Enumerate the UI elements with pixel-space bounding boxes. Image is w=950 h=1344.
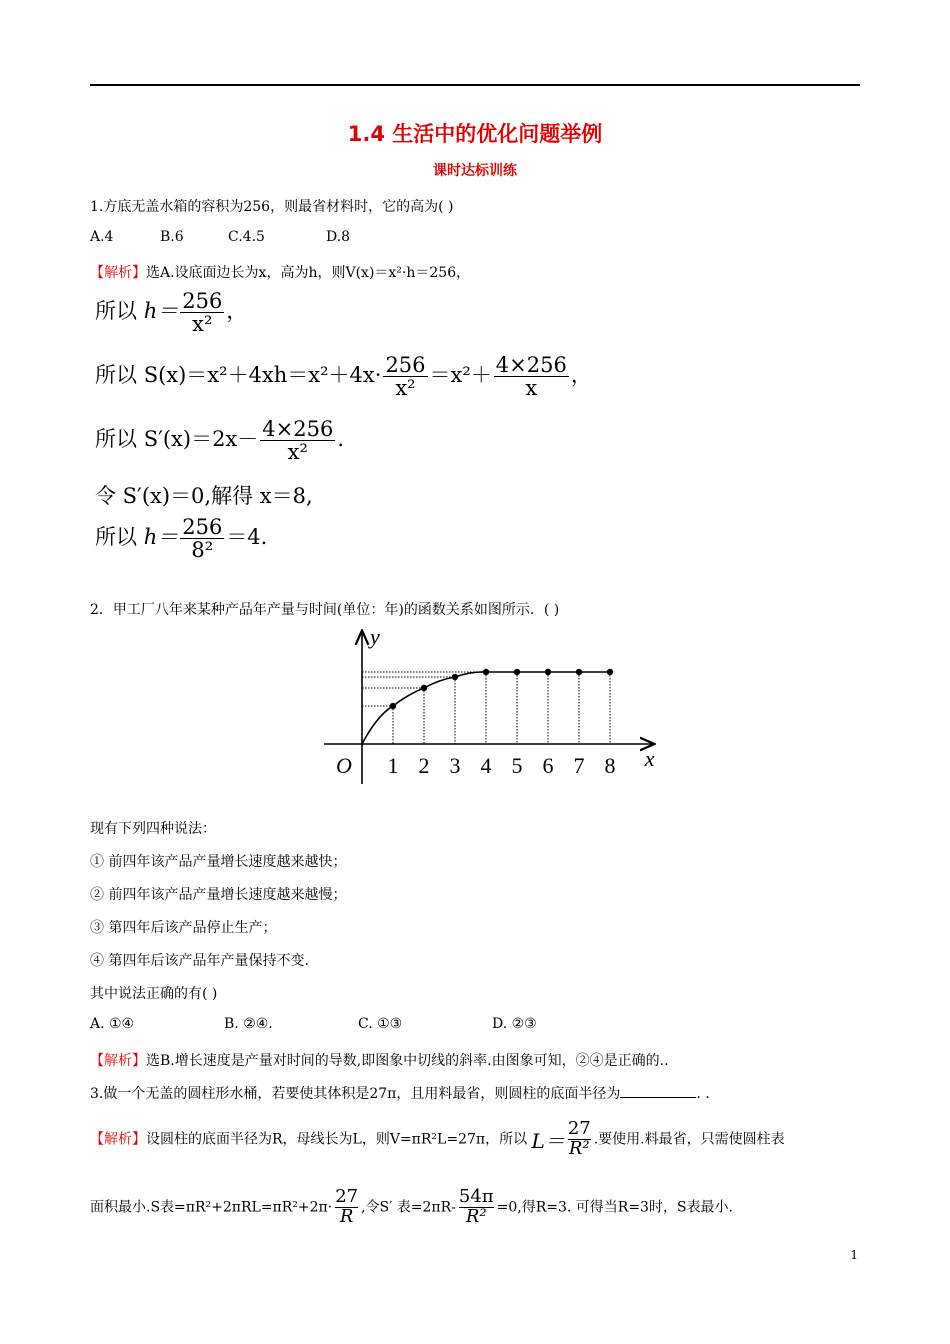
fraction [568,1120,591,1159]
q1-option-c: C.4.5 [228,229,265,245]
q3-stem [90,1083,710,1103]
q3-analysis-text: 设圆柱的底面半径为R，母线长为L，则V=πR²L=27π，所以 [146,1131,528,1148]
q1-analysis-tag: 【解析】 [90,265,146,281]
data-point [576,669,582,675]
answer-blank [620,1085,696,1098]
q2-analysis [90,1050,669,1070]
step-expr: h＝ [143,525,179,550]
q2-analysis-text: 选B.增长速度是产量对时间的导数,即图象中切线的斜率.由图象可知，②④是正确的.. [146,1053,669,1069]
fraction [494,354,569,399]
fraction-den: R² [568,1137,590,1159]
x-tick-label: 3 [449,753,461,778]
page-subtitle: 课时达标训练 [433,163,517,179]
data-point [607,669,613,675]
x-tick-label: 1 [387,753,399,778]
q3-analysis-tag: 【解析】 [90,1131,146,1148]
q3-analysis-line-2 [90,1188,733,1227]
q2-option-b: B. ②④. [224,1016,273,1032]
fraction [180,290,224,335]
fraction [180,516,224,561]
step-tail: ， [226,299,248,324]
q1-option-d: D.8 [326,229,351,245]
q2-option-d: D. ②③ [492,1016,537,1032]
q1-step-5 [95,516,267,561]
math-expr: L＝ [531,1128,565,1153]
step-expr: S(x)＝x²＋4xh＝x²＋4x· [143,363,382,388]
x-tick-label: 7 [573,753,585,778]
step-expr: ＝x²＋ [429,363,492,388]
q2-options [90,1016,537,1032]
step-prefix: 所以 [95,299,137,324]
q2-option-c: C. ①③ [358,1016,403,1032]
fraction [335,1188,358,1227]
x-tick-label: 6 [542,753,554,778]
q3-analysis-text-tail: =0,得R=3. 可得当R=3时，S表最小. [496,1199,733,1216]
fraction-num: 4×256 [262,417,334,441]
q3-analysis-line-1 [90,1120,785,1159]
fraction-den: R [339,1205,354,1227]
data-point [421,685,427,691]
q1-stem: 1.方底无盖水箱的容积为256，则最省材料时，它的高为( ) [90,199,454,215]
data-point [452,674,458,680]
page-title: 1.4 生活中的优化问题举例 [347,122,603,146]
x-tick-label: 4 [480,753,492,778]
q2-analysis-tag: 【解析】 [90,1053,146,1069]
step-expr: S′(x)＝2x－ [143,427,259,452]
q3-analysis-text-mid: ,令S′ 表=2πR- [361,1199,456,1216]
header-rule [90,84,860,86]
q2-option-a: A. ①④ [90,1016,135,1032]
step-tail: . [337,427,345,452]
x-tick-label: 8 [604,753,616,778]
x-axis-label: x [644,746,655,771]
q3-analysis-text: 面积最小.S表=πR²+2πRL=πR²+2π· [90,1199,333,1216]
data-point [545,669,551,675]
step-prefix: 所以 [95,427,137,452]
fraction-num: 4×256 [495,353,567,377]
q2-statement-4: ④ 第四年后该产品年产量保持不变. [90,953,309,969]
fraction-num: 27 [335,1186,359,1207]
q3-stem-text: 3.做一个无盖的圆柱形水桶，若要使其体积是27π，且用料最省，则圆柱的底面半径为 [90,1086,621,1102]
data-point [514,669,520,675]
q2-statement-2: ② 前四年该产品产量增长速度越来越慢； [90,887,347,903]
origin-label: O [336,753,352,778]
q2-intro: 现有下列四种说法： [90,821,216,837]
q3-analysis-text-tail: .要使用.料最省，只需使圆柱表 [593,1131,785,1148]
q1-analysis [90,262,470,282]
fraction-den: x² [192,312,213,337]
q2-stem: 2．甲工厂八年来某种产品年产量与时间(单位：年)的函数关系如图所示．( ) [90,602,560,618]
production-chart [320,624,655,788]
data-points [390,669,613,709]
tick-labels [388,753,616,778]
data-point [390,703,396,709]
fraction-num: 54π [458,1186,494,1207]
q1-option-a: A.4 [90,229,114,245]
fraction-den: 8² [191,538,214,563]
step-prefix: 所以 [95,525,137,550]
q1-step-1 [95,290,247,335]
q1-option-b: B.6 [160,229,184,245]
q1-step-3 [95,418,344,463]
fraction-den: x² [287,440,308,465]
fraction-den: x [525,376,538,401]
fraction [459,1188,494,1227]
q2-statement-1: ① 前四年该产品产量增长速度越来越快； [90,854,347,870]
q1-options [90,229,350,245]
fraction-den: R² [465,1205,487,1227]
q3-stem-tail: . . [696,1086,710,1102]
fraction [383,354,427,399]
fraction-den: x² [395,376,416,401]
y-axis-label: y [370,624,380,649]
fraction [260,418,335,463]
fraction-num: 256 [182,515,223,539]
x-tick-label: 5 [511,753,523,778]
q2-question: 其中说法正确的有( ) [90,986,218,1002]
step-expr: h＝ [143,299,179,324]
q1-step-2 [95,354,592,399]
fraction-num: 256 [182,289,223,313]
q1-step-4: 令 S′(x)＝0,解得 x＝8, [95,484,313,508]
page-number: 1 [850,1248,858,1262]
x-tick-label: 2 [418,753,430,778]
step-tail: ＝4. [226,525,268,550]
step-prefix: 所以 [95,363,137,388]
step-tail: ， [570,363,592,388]
q1-analysis-text: 选A.设底面边长为x，高为h，则V(x)＝x²·h＝256， [146,265,471,281]
chart-guides [362,672,610,744]
fraction-num: 27 [567,1118,591,1139]
q2-statement-3: ③ 第四年后该产品停止生产； [90,920,277,936]
fraction-num: 256 [385,353,426,377]
data-point [483,669,489,675]
